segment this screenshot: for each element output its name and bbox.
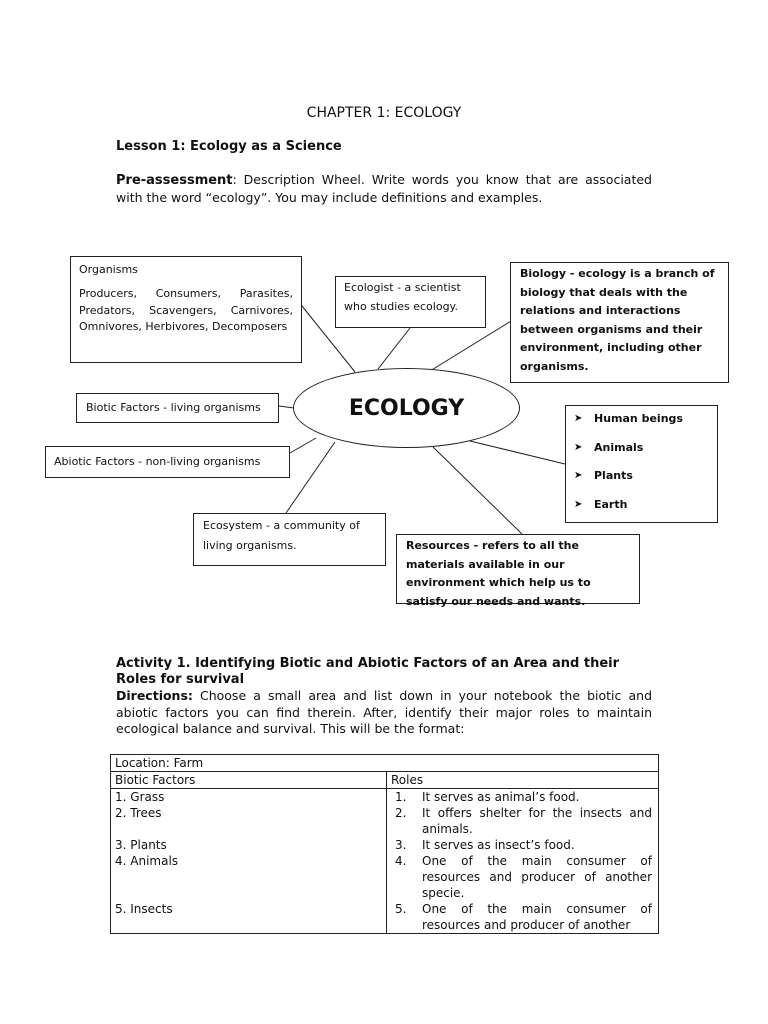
- directions-text: Choose a small area and list down in your notebook the biotic and abiotic factors you can find therein. After, identify their major roles to maintain ecological balance and survival. This will be the format:: [116, 688, 652, 736]
- directions: [116, 688, 652, 738]
- header-roles: Roles: [387, 772, 659, 789]
- biology-box: Biology - ecology is a branch of biology that deals with the relations and interactions between organisms and their environment, including other organisms.: [510, 262, 729, 383]
- factors-cell: [111, 789, 387, 934]
- factor-item: 5. Insects: [115, 902, 173, 916]
- list-item: [574, 467, 709, 496]
- ecosystem-box: Ecosystem - a community of living organisms.: [193, 513, 386, 566]
- organisms-box: [70, 256, 302, 363]
- lesson-title: Lesson 1: Ecology as a Science: [116, 139, 342, 154]
- spacer: [115, 885, 382, 901]
- connector-biotic: [279, 406, 294, 408]
- factor-item: 2. Trees: [115, 806, 162, 820]
- examples-list: [574, 410, 709, 524]
- abiotic-factors-box: Abiotic Factors - non-living organisms: [45, 446, 290, 478]
- role-number: 3.: [395, 838, 407, 852]
- factor-item: 4. Animals: [115, 854, 179, 868]
- examples-box: [565, 405, 718, 523]
- biotic-factors-box: Biotic Factors - living organisms: [76, 393, 279, 423]
- role-text: One of the main consumer of resources and producer of another: [422, 902, 652, 932]
- arrow-bullet-icon: ➤: [574, 413, 583, 424]
- directions-label: Directions:: [116, 688, 193, 703]
- list-item: [395, 901, 652, 933]
- pre-assessment-label: Pre-assessment: [116, 173, 233, 188]
- resources-box: Resources - refers to all the materials available in our environment which help us to satisfy our needs and wants.: [396, 534, 640, 604]
- roles-list: [395, 789, 652, 933]
- chapter-title: CHAPTER 1: ECOLOGY: [306, 105, 462, 121]
- header-biotic-factors: Biotic Factors: [111, 772, 387, 789]
- role-number: 4.: [395, 854, 407, 868]
- list-item: [395, 789, 652, 805]
- table-row: [111, 755, 659, 772]
- connector-ecologist: [378, 328, 410, 369]
- location-cell: Location: Farm: [111, 755, 659, 772]
- list-item: [395, 837, 652, 853]
- role-text: It serves as insect’s food.: [422, 838, 575, 852]
- arrow-bullet-icon: ➤: [574, 498, 583, 510]
- connector-ecosystem: [286, 442, 335, 513]
- role-number: 5.: [395, 902, 407, 916]
- activity-title: Activity 1. Identifying Biotic and Abiotic Factors of an Area and their Roles for survival: [116, 656, 620, 687]
- example-label: Human beings: [594, 412, 683, 425]
- role-number: 1.: [395, 790, 407, 804]
- role-text: It offers shelter for the insects and animals.: [422, 806, 652, 836]
- ecologist-box: Ecologist - a scientist who studies ecology.: [335, 276, 486, 328]
- ecology-center: ECOLOGY: [293, 368, 520, 448]
- arrow-bullet-icon: ➤: [574, 470, 583, 481]
- role-text: One of the main consumer of resources and producer of another specie.: [422, 854, 652, 900]
- list-item: [395, 805, 652, 837]
- example-label: Earth: [594, 497, 628, 511]
- factor-item: 1. Grass: [115, 790, 165, 804]
- spacer: [115, 869, 382, 885]
- connector-abiotic: [290, 438, 316, 453]
- arrow-bullet-icon: ➤: [574, 441, 583, 453]
- connector-examples: [470, 441, 565, 464]
- roles-cell: [387, 789, 659, 934]
- list-item: [574, 410, 709, 439]
- role-number: 2.: [395, 806, 407, 820]
- table-header-row: [111, 772, 659, 789]
- biotic-factors-table: [110, 754, 659, 934]
- example-label: Plants: [594, 469, 633, 482]
- organisms-list: Producers, Consumers, Parasites, Predators, Scavengers, Carnivores, Omnivores, Herbivores, Decomposers: [79, 287, 293, 333]
- connector-resources: [433, 447, 522, 534]
- list-item: [395, 853, 652, 901]
- table-row: [111, 789, 659, 934]
- spacer: [115, 821, 382, 837]
- role-text: It serves as animal’s food.: [422, 790, 580, 804]
- list-item: [574, 439, 709, 468]
- organisms-title: Organisms: [79, 263, 138, 276]
- factor-item: 3. Plants: [115, 838, 167, 852]
- example-label: Animals: [594, 440, 644, 454]
- list-item: [574, 496, 709, 525]
- pre-assessment-text: : Description Wheel. Write words you know that are associated with the word “ecology”. You may include definitions and examples.: [116, 172, 652, 205]
